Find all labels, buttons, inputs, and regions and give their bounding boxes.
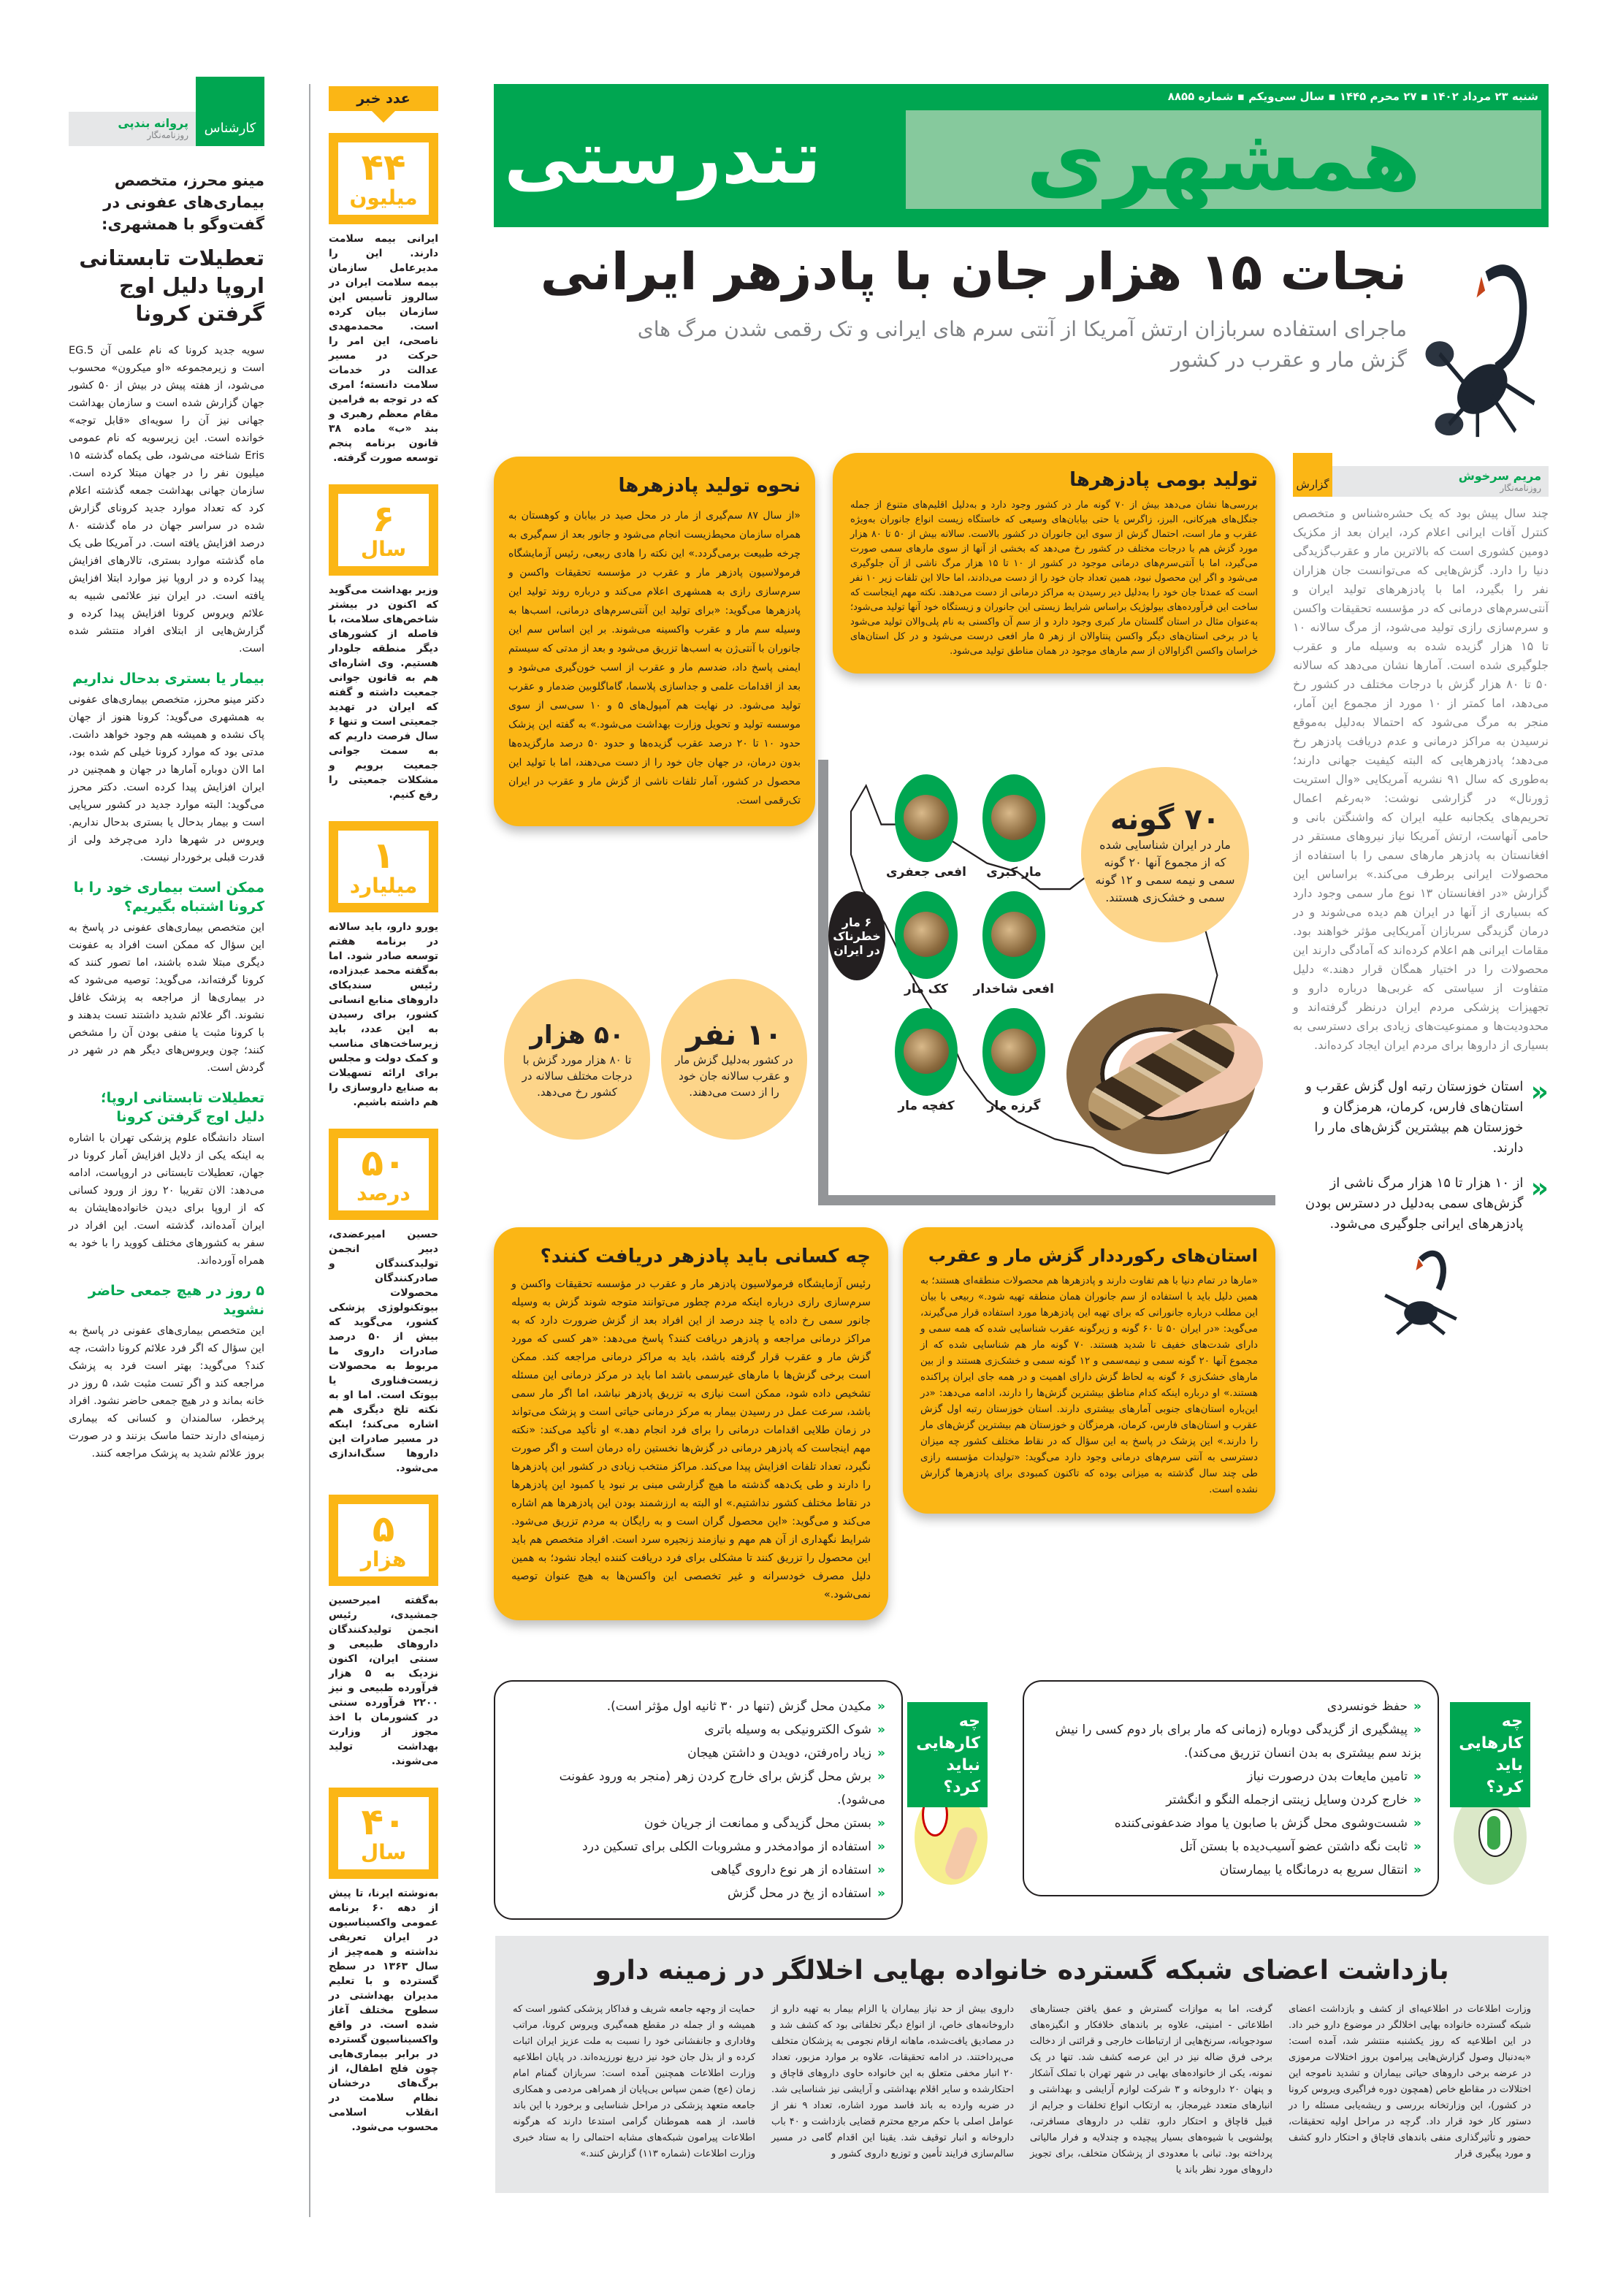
numbers-header: عدد خبر <box>329 86 438 111</box>
expert-paragraph: این متخصص بیماری‌های عفونی در پاسخ به این سؤال که ممکن است افراد به عفونت دیگری مبتلا شده باشند، اما تصور کنند که کرونا گرفته‌اند، می‌گوید: توصیه می‌شود که در بیماری‌ها از مراجعه به پزشک غافل نشوند. اگر علائم شدید داشتند تست بدهند و با کرونا مثبت یا منفی بودن آن را مشخص کنند؛ چون ویروس‌های دیگر هم در شهر در گردش است. <box>69 922 264 1074</box>
who-should-receive-box <box>494 1227 888 1620</box>
number-unit: میلیارد <box>349 873 418 898</box>
box-body: رئیس آزمایشگاه فرمولاسیون پادزهر مار و عقرب در مؤسسه تحقیقات واکسن و سرم‌سازی رازی درباره اینکه مردم چطور می‌توانند متوجه شوند گزش به وسیله جانور سمی رخ داده یا چند درصد از این افراد بعد از گزش ضرورت دارد که به مراکز درمانی مراجعه و پادزهر دریافت کنند؟ پاسخ می‌دهد: «هر کسی که مورد گزش مار و عقرب قرار گرفته باشد، باید به مراکز درمانی مراجعه کند. ممکن است برخی گزش‌ها با مارهای غیرسمی باشد اما باید در مرکز درمانی این مسئله تشخیص داده شود، ممکن است نیازی به تزریق پادزهر نباشد، اما اگر مار سمی باشد، سرعت عمل در رسیدن بیمار به مرکز درمانی حیاتی است و پزشک می‌تواند در زمان طلایی اقدامات درمانی را برای فرد انجام دهد.» او تأکید می‌کند: «نکته مهم اینجاست که پادزهر درمانی در گزش‌ها نخستین راه درمان است و اگر صورت نگیرد، تعداد تلفات افزایش پیدا می‌کند. مراکز منتخب زیادی در کشور این پادزهرها را دارند و طی یک‌دهه گذشته ما هیچ گزارشی مبنی بر نبود یا کمبود این پادزهرها در نقاط مختلف کشور نداشتیم.» او البته به ارزشمند بودن این پادزهرها هم اشاره می‌کند و می‌گوید: «این محصول گران است و به رایگان به مردم تزریق می‌شود. شرایط نگهداری از آن هم مهم و نیازمند زنجیره سرد است. افراد متخصص هم باید این محصول را تزریق کنند تا مشکلی برای فرد دریافت کننده ایجاد نشود؛ به همین دلیل مصرف خودسرانه و غیر تخصصی این واکسن‌ها به هیچ عنوان توصیه نمی‌شود.» <box>511 1278 871 1601</box>
expert-byline <box>69 77 264 146</box>
dont-do-tag: چه کارهایی نباید کرد؟ <box>907 1702 988 1807</box>
report-author: مریم سرخوش <box>1458 469 1541 483</box>
column-divider <box>309 84 310 2217</box>
snake-photo-cobra <box>982 774 1045 862</box>
stat-value: ۷۰ گونه <box>1110 803 1221 836</box>
number-text: حسین امیرعضدی، دبیر انجمن تولیدکنندگان و صادرکنندگان محصولات بیوتکنولوژی پزشکی کشور، می‌گوید که بیش از ۵۰ درصد صادرات داروی ما مربوط به محصولات زیست‌فناوری یا بیوتک است. اما او به نکته تلخ دیگری هم اشاره می‌کند؛ اینکه در مسیر صادرات این داروها سنگ‌اندازی می‌شود. <box>329 1229 439 1474</box>
snake-label: مار کبری <box>986 865 1042 880</box>
number-value: ۴۰ <box>361 1800 406 1843</box>
list-item: «شوک الکترونیکی به وسیله باتری <box>704 1723 885 1737</box>
list-item: «برش محل گزش برای خارج کردن زهر (منجر به ورود عفونت می‌شود). <box>559 1769 885 1807</box>
stat-text: مار در ایران شناسایی شده که از مجموع آنها ۲۰ گونه سمی و نیمه سمی و ۱۲ گونه سمی و خشک‌زی هستند. <box>1095 838 1235 904</box>
number-box <box>329 1495 438 1586</box>
stat-value: ۱۰ نفر <box>686 1018 782 1052</box>
report-label: گزارش <box>1293 453 1332 497</box>
bottom-column: داروی بیش از حد نیاز بیماران یا الزام بیمار به تهیه دارو از داروخانه‌های خاص، از انواع دیگر تخلفاتی بود که کشف شد و در مصادیق یافت‌شده، ماهانه ارقام نجومی به پزشکان متخلف می‌پرداختند. در ادامه تحقیقات، علاوه بر موارد مزبور، تعداد ۲۰ انبار مخفی متعلق به این خانواده حاوی داروهای قاچاق و احتکارشده و سایر اقلام بهداشتی و آرایشی نیز شناسایی شد. در ضربه وارده به باند فاسد مورد اشاره، تعداد ۹ نفر از عوامل اصلی با حکم مرجع محترم قضایی بازداشت و ۴۰ باب داروخانه و انبار توقیف شد. یقینا این اقدام گامی در مسیر سالم‌سازی فرایند تأمین و توزیع داروی کشور و <box>771 2004 1014 2159</box>
box-body: بررسی‌ها نشان می‌دهد بیش از ۷۰ گونه مار در کشور وجود دارد و به‌دلیل اقلیم‌های متنوع از جمله جنگل‌های هیرکانی، البرز، زاگرس یا حتی بیابان‌های وسیعی که خاستگاه زیست انواع جانوران به‌ویژه عقرب و مار است، احتمال گزش از سوی این جانوران در کشور بالاست. سالانه بیش از ۵۰ تا ۸۰ هزار مورد گزش هم با درجات مختلف در کشور رخ می‌دهد که بخشی از آنها از سوی مارهای سمی صورت می‌گیرد، اما با آنتی‌سرم‌های درمانی موجود در کشور از ۱۰ تا ۱۵ هزار مرگ ناشی از آن جلوگیری می‌شود و اگر این محصول نبود، همین تعداد جان خود را از دست می‌دادند، اما حالا این تلفات زیر ۱۰ نفر است که عمدتا جان خود را به‌دلیل دیر رسیدن به مراکز درمانی از دست می‌دهند. نکته مهم اینجاست که ساخت این فرآورده‌های بیولوژیک براساس شرایط زیستی این جانوران و زیستگاه خود آنها تولید می‌شود؛ به‌عنوان مثال در استان گلستان مار کبری وجود دارد و از سم آن واکسنی به نام پلی‌والان تولید می‌شود یا در برخی استان‌های دیگر واکسن پنتاوالان از زهر ۵ مار افعی درست می‌شود و در کل استان‌های خراسان واکسن اگزاوالان از سم مارهای موجود در همان مناطق تولید می‌شود. <box>850 500 1259 657</box>
snake-photo-horned <box>982 891 1045 979</box>
list-item: «تامین مایعات بدن درصورت نیاز <box>1247 1769 1421 1784</box>
report-author-box <box>1332 466 1549 497</box>
list-item: «ثابت نگه داشتن عضو آسیب‌دیده با بستن آتل <box>1180 1839 1421 1854</box>
number-box <box>329 133 438 224</box>
box-title: نحوه تولید پادزهرها <box>618 475 801 497</box>
highlight-item <box>1293 1077 1549 1159</box>
number-box <box>329 484 438 576</box>
snake-label: کفچه مار <box>898 1099 955 1113</box>
scorpion-image <box>1421 248 1549 438</box>
snake-photo-jafari <box>895 774 958 862</box>
numbers-column <box>329 86 438 2135</box>
expert-paragraph: دکتر مینو محرز، متخصص بیماری‌های عفونی به همشهری می‌گوید: کرونا هنوز از جهان پاک نشده و همیشه هم وجود خواهد داشت. مدتی بود که موارد کرونا خیلی کم شده بود، اما الان دوباره آمارها در جهان و همچنین در ایران افزایش پیدا کرده است. دکتر محرز می‌گوید: البته موارد جدید در کشور سرپایی است و بیمار بدحال یا بستری بدحال نداریم. ویروس در شهرها دارد می‌چرخد ولی از قدرت قبلی برخوردار نیست. <box>69 694 264 863</box>
number-text: وزیر بهداشت می‌گوید که اکنون در بیشتر شاخص‌های سلامت، با فاصله از کشورهای دیگر منطقه جلودار هستیم. وی اشاره‌ای هم به قانون جوانی جمعیت داشته و گفته که ایران در تهدید جمعیتی است و تنها ۶ سال فرصت داریم که به سمت جوانی جمعیت برویم و مشکلات جمعیتی را رفع کنیم. <box>329 584 438 801</box>
list-item: «شست‌وشوی محل گزش با صابون یا مواد ضدعفونی‌کننده <box>1114 1816 1421 1831</box>
snake-label: افعی شاخدار <box>973 982 1054 996</box>
box-title: چه کسانی باید پادزهر دریافت کنند؟ <box>540 1246 871 1267</box>
box-body: «مارها در تمام دنیا با هم تفاوت دارند و پادزهرها هم محصولات منطقه‌ای هستند؛ به همین دلیل باید با استفاده از سم جانوران همان منطقه تهیه شود.» ربیعی با بیان این مطلب درباره جانورانی که برای تهیه این پادزهرها مورد استفاده قرار می‌گیرند، می‌گوید: «در ایران ۵۰ تا ۶۰ گونه و زیرگونه عقرب شناسایی شده که همه سمی و دارای شدت‌های خفیف تا شدید هستند. ۷۰ گونه مار هم شناسایی شده که از مجموع آنها ۲۰ گونه سمی و نیمه‌سمی و ۱۲ گونه سمی و خشک‌زی هستند و از بین مارهای خشک‌زی ۶ گونه به لحاظ گزش دارای اهمیت و در همه جای ایران پراکنده هستند.» او درباره اینکه کدام مناطق بیشترین گزش‌ها را دارند، ادامه می‌دهد: «در این‌باره استان‌های جنوبی آمارهای بیشتری دارند. استان خوزستان رتبه اول گزش عقرب و استان‌های فارس، کرمان، هرمزگان و خوزستان هم بیشترین گزش‌های مار را دارند.» این پزشک در پاسخ به این سؤال که در نقاط مختلف کشور چه میزان دسترسی به آنتی سرم‌های درمانی وجود دارد می‌گوید: «تولیدات مؤسسه رازی طی چند سال گذشته به میزانی بوده که تاکنون کمبودی برای پادزهرها گزارش نشده است. <box>920 1275 1259 1495</box>
stat-50-thousand <box>504 979 650 1140</box>
expert-paragraph: سویه جدید کرونا که نام علمی آن EG.5 است و زیرمجموعه «او میکرون» محسوب می‌شود، از هفته پیش در بیش از ۵۰ کشور جهان گزارش شده است و سازمان بهداشت جهانی نیز آن را سویه‌ای «قابل توجه» خوانده است. این زیرسویه که نام عمومی Eris شناخته می‌شود، طی یکماه گذشته ۱۵ میلیون نفر را در جهان مبتلا کرده است. سازمان جهانی بهداشت جمعه گذشته اعلام کرد که تعداد موارد جدید کرونای گزارش شده در سراسر جهان در ماه گذشته ۸۰ درصد افزایش یافته است. در آمریکا طی یک ماه گذشته موارد بستری، تالارهای افزایش پیدا کرده و در اروپا نیز موارد ابتلا افزایش یافته است. در ایران نیز علائمی شبیه به علائم ویروس کرونا افزایش پیدا کرده و گزارش‌هایی از ابتلای افراد منتشر شده است. <box>69 345 264 655</box>
number-box <box>329 1788 438 1879</box>
do-list <box>1040 1695 1421 1882</box>
bottom-columns <box>513 2002 1531 2178</box>
snake-label: افعی جعفری <box>886 865 966 880</box>
highlight-text: استان خوزستان رتبه اول گزش عقرب و استان‌های فارس، کرمان، هرمزگان و خوزستان هم بیشترین گزش‌های مار را دارند. <box>1305 1079 1524 1156</box>
map-center-label: ۶ مار خطرناک در ایران <box>833 915 881 957</box>
expert-subhead: ممکن است بیماری خود را با کرونا اشتباه بگیریم؟ <box>73 880 264 915</box>
number-text: ایرانی بیمه سلامت دارند. این را مدیرعامل سازمان بیمه سلامت ایران در سالروز تأسیس این سازمان بیان کرده است. محمدمهدی ناصحی، این امر را حرکت در مسیر عدالت در خدمات سلامت دانسته؛ امری که در توجه به فرامین مقام معظم رهبری و بند «ب» ماده ۳۸ قانون برنامه پنجم توسعه صورت گرفته. <box>329 233 438 464</box>
report-body: چند سال پیش بود که یک حشره‌شناس و متخصص کنترل آفات ایرانی اعلام کرد، ایران بعد از مکزیک دومین کشوری است که بالاترین مار و عقرب‌گزیدگی دنیا را دارد. گزش‌هایی که می‌توانست جان هزاران نفر را بگیرد، اما با پادزهرهای تولید ایران و آنتی‌سرم‌های درمانی که در مؤسسه تحقیقات واکسن و سرم‌سازی رازی تولید می‌شود، از مرگ سالانه ۱۰ تا ۱۵ هزار گزیده شده به وسیله مار و عقرب جلوگیری شده است. آمارها نشان می‌دهد که سالانه ۵۰ تا ۸۰ هزار گزش با درجات مختلف در کشور رخ می‌دهد، اما کمتر از ۱۰ مورد از مجموع این آمار، منجر به مرگ می‌شود که احتمالا به‌دلیل به‌موقع نرسیدن به مراکز درمانی و عدم دریافت پادزهر رخ می‌دهد؛ پادزهرهایی که البته کیفیت جهانی دارند؛ به‌طوری که سال ۹۱ نشریه آمریکایی «وال استریت ژورنال» در گزارشی نوشت: «به‌رغم اعمال تحریم‌های یکجانبه علیه ایران که واشنگتن بانی و حامی آنهاست، ارتش آمریکا نیاز نیروهای مستقر در افغانستان به پادزهر مارهای سمی را با استفاده از محصولات ایرانی برطرف می‌کند.» براساس این گزارش «در افغانستان ۱۳ نوع مار سمی وجود دارد که بسیاری از آنها در ایران هم دیده می‌شوند و در درمان گزیدگی سربازان آمریکایی مؤثر خواهند بود. مقامات ایرانی هم اعلام کرده‌اند که آمادگی دارند این محصولات را در اختیار همگان قرار دهند.» دلیل متفاوت از سیاستی که غربی‌ها درباره دارو و تجهیزات پزشکی مردم ایران درنظر گرفته‌اند و محدودیت‌ها و ممنوعیت‌های زیادی برای دسترسی به بسیاری از داروها برای مردم ایران ایجاد کرده‌اند. <box>1293 506 1549 1052</box>
number-text: یورو دارو، باید سالانه در برنامه هفتم توسعه صادر شود. اما به‌گفته محمد عبدزاده، رئیس سندیکای داروهای منابع انسانی کشور، برای رسیدن به این عدد، باید زیرساخت‌های مناسب و کمک دولت و مجلس برای ارائه تسهیلات به صنایع داروسازی را هم داشته باشیم. <box>329 921 438 1108</box>
snake-label: کک مار <box>904 982 948 996</box>
expert-label: کارشناس <box>196 77 264 146</box>
bottom-column: گرفت، اما به موازات گسترش و عمق یافتن جستارهای اطلاعاتی - امنیتی، علاوه بر باندهای خلافکار و انگیزه‌های سودجویانه، سرنخ‌هایی از ارتباطات خارجی و قرائنی از دخالت برخی فرق ضاله نیز در این عرصه کشف شد. تنها در یک نمونه، یکی از خانواده‌های بهایی در شهر تهران با تملک آشکار و پنهان ۲۰ داروخانه و ۳ شرکت لوازم آرایشی و بهداشتی و انبارهای متعدد غیرمجاز، به ارتکاب انواع تخلفات و جرایم از قبیل قاچاق و احتکار دارو، تقلب در داروهای مسافرتی، پولشویی با شیوه‌های بسیار پیچیده و چندلایه و فرار مالیاتی پرداخته بود. تبانی با معدودی از پزشکان متخلف، برای تجویز داروهای مورد نظر باند یا <box>1030 2004 1273 2175</box>
expert-paragraph: این متخصص بیماری‌های عفونی در پاسخ به این سؤال که اگر فرد علائم کرونا داشت، چه کند؟ می‌گوید: بهتر است فرد به پزشک مراجعه کند و اگر تست مثبت شد، ۵ روز در خانه بماند و در هیچ جمعی حاضر نشود. افراد پرخطر، سالمندان و کسانی که بیماری زمینه‌ای دارند حتما ماسک بزنند و در صورت بروز علائم شدید به پزشک مراجعه کنند. <box>69 1325 264 1460</box>
map-center-badge <box>828 891 885 980</box>
lead-subtitle: ماجرای استفاده سربازان ارتش آمریکا از آنتی سرم های ایرانی و تک رقمی شدن مرگ های گزش مار و عقرب در کشور <box>637 317 1407 372</box>
snake-label: گرزه مار <box>987 1099 1041 1113</box>
box-title: استان‌های رکورددار گزش مار و عقرب <box>928 1246 1258 1266</box>
expert-author-box <box>69 112 196 146</box>
section-title: تندرستی <box>504 115 822 200</box>
number-text: به‌نوشته ایرنا، تا پیش از دهه ۶۰ برنامه عمومی واکسیناسیون در ایران تعریفی نداشته و همه‌چیز از سال ۱۳۶۳ در سطح گسترده و با تعلیم مدیران بهداشتی در سطوح مختلف آغاز شده است. در واقع واکسیناسیون گسترده در برابر بیماری‌هایی چون فلج اطفال، از برگ‌های درخشان نظام سلامت در انقلاب اسلامی محسوب می‌شود. <box>329 1888 438 2133</box>
list-item: «پیشگیری از گزیدگی دوباره (زمانی که مار برای بار دوم کسی را نیش بزند سم بیشتری به بدن انسان تزریق می‌کند). <box>1055 1723 1421 1761</box>
number-value: ۵۰ <box>361 1141 406 1184</box>
number-box <box>329 1129 438 1220</box>
number-unit: هزار <box>360 1546 407 1571</box>
number-unit: درصد <box>356 1181 411 1205</box>
number-value: ۱ <box>372 834 395 877</box>
expert-column <box>69 77 264 1462</box>
stat-value: ۵۰ هزار <box>530 1021 625 1050</box>
bottom-column: وزارت اطلاعات در اطلاعیه‌ای از کشف و بازداشت اعضای شبکه گسترده خانواده بهایی اخلالگر در موضوع دارو خبر داد. در این اطلاعیه که روز یکشنبه منتشر شد، آمده است: «به‌دنبال وصول گزارش‌هایی پیرامون بروز اختلالات مرموزی در عرضه برخی داروهای حیاتی بیماران و تشدید ناموجه این اختلالات در مقاطع خاص (همچون دوره فراگیری ویروس کرونا در کشور)، این وزارتخانه بررسی و ریشه‌یابی مسئله را در دستور کار خود قرار داد. گرچه در مراحل اولیه تحقیقات، حضور و تأثیرگذاری منفی باندهای قاچاق و احتکار دارو کشف و مورد پیگیری قرار <box>1289 2004 1531 2159</box>
expert-role: روزنامه‌نگار <box>147 130 188 140</box>
stat-70-species <box>1081 767 1249 942</box>
masthead-logo: همشهری <box>906 110 1541 209</box>
do-list-box <box>1023 1680 1439 1896</box>
bottom-headline: بازداشت اعضای شبکه گسترده خانواده بهایی اخلالگر در زمینه دارو <box>595 1956 1449 1986</box>
number-box <box>329 821 438 912</box>
numbers-header-arrow <box>372 111 395 123</box>
snake-photo-kak <box>895 891 958 979</box>
expert-paragraph: استاد دانشگاه علوم پزشکی تهران با اشاره به اینکه یکی از دلایل افزایش آمار کرونا در جهان، تعطیلات تابستانی در اروپاست، ادامه می‌دهد: الان تقریبا ۲۰ روز از ورود کسانی که از اروپا برای دیدن خانواده‌هایشان به ایران آمده‌اند، گذشته است. این افراد در سفر به کشورهای مختلف کووید را با خود به همراه آورده‌اند. <box>69 1132 264 1267</box>
list-item: «بستن محل گزیدگی و ممانعت از جریان خون <box>644 1816 885 1831</box>
number-text: به‌گفته امیرحسین جمشیدی، رئیس انجمن تولیدکنندگان داروهای طبیعی و سنتی ایران، اکنون نزدیک به ۵ هزار فرآورده طبیعی و نیز ۲۲۰۰ فرآورده سنتی در کشورمان با اخذ مجوز از وزارت بهداشت تولید می‌شوند. <box>329 1595 438 1767</box>
box-body: «از سال ۸۷ سم‌گیری از مار در محل صید در بیابان و کوهستان به همراه سازمان محیط‌زیست انجام می‌شود و جانور بعد از سم‌گیری به چرخه طبیعت برمی‌گردد.» این نکته را هادی ربیعی، رئیس آزمایشگاه فرمولاسیون پادزهر مار و عقرب در مؤسسه تحقیقات واکسن و سرم‌سازی رازی به همشهری اعلام می‌کند و درباره روند تولید این پادزهرها می‌گوید: «برای تولید این آنتی‌سرم‌های درمانی، اسب‌ها به وسیله سم مار و عقرب واکسینه می‌شوند. بر این اساس سم این جانوران با آنتی‌ژن به اسب‌ها تزریق می‌شود و بعد از مدتی که سیستم ایمنی پاسخ داد، ضدسم مار و عقرب از اسب خون‌گیری می‌شود و بعد از اقدامات علمی و جداسازی پلاسما، گاماگلوبین ضدمار و عقرب تولید می‌شود. در نهایت هم آمپول‌های ۵ و ۱۰ سی‌سی از سوی موسسه تولید و تحویل وزارت بهداشت می‌شود.» به گفته این پزشک حدود ۱۰ تا ۲۰ درصد عقرب گزیده‌ها و حدود ۵۰ درصد مارگزیده‌ها بدون درمان، در جهان جان خود را از دست می‌دهند، اما با تولید این محصول در کشور، آمار تلفات ناشی از گزش مار و عقرب در ایران تک‌رقمی است. <box>508 510 801 806</box>
snake-in-hand-photo <box>1052 950 1271 1198</box>
number-value: ۵ <box>372 1507 395 1550</box>
do-tag: چه کارهایی باید کرد؟ <box>1450 1702 1530 1807</box>
number-unit: سال <box>360 536 407 561</box>
snake-photo-kafche <box>895 1008 958 1096</box>
production-method-box <box>494 457 815 826</box>
list-item: «مکیدن محل گزش (تنها در ۳۰ ثانیه اول مؤثر است). <box>606 1699 885 1714</box>
expert-subhead: بیمار یا بستری بدحال نداریم <box>72 671 264 687</box>
masthead <box>494 84 1549 227</box>
report-byline <box>1293 453 1549 497</box>
report-role: روزنامه‌نگار <box>1500 483 1541 493</box>
expert-author: پروانه بندپی <box>118 116 188 130</box>
list-item: «انتقال سریع به درمانگاه یا بیمارستان <box>1219 1863 1421 1877</box>
number-value: ۴۴ <box>361 145 406 188</box>
lead-block <box>494 235 1407 375</box>
highlight-item <box>1293 1173 1549 1235</box>
snake-photo-gorzeh <box>982 1008 1045 1096</box>
number-unit: سال <box>360 1839 407 1864</box>
number-value: ۶ <box>372 497 395 540</box>
list-item: «استفاده از هر نوع داروی گیاهی <box>711 1863 885 1877</box>
list-item: «زیاد راه‌رفتن، دویدن و داشتن هیجان <box>687 1746 885 1761</box>
list-item: «استفاده از یخ در محل گزش <box>728 1886 885 1901</box>
dateline: شنبه ۲۳ مرداد ۱۴۰۲ ▪ ۲۷ محرم ۱۴۴۵ ▪ سال سی‌ویکم ▪ شماره ۸۸۵۵ <box>1167 90 1538 103</box>
chevron-icon: « <box>1530 1075 1549 1107</box>
scorpion-small-image <box>1373 1242 1468 1337</box>
native-production-box <box>833 453 1275 674</box>
expert-kicker: مینو محرز، متخصص بیماری‌های عفونی در گفت‌وگو با همشهری: <box>102 172 264 233</box>
list-item: «استفاده از موادمخدر و مشروبات الکلی برای تسکین درد <box>582 1839 885 1854</box>
dont-do-list-box <box>494 1680 903 1920</box>
highlight-text: از ۱۰ هزار تا ۱۵ هزار مرگ ناشی از گزش‌های سمی به‌دلیل در دسترس بودن پادزهرهای ایرانی جلوگیری می‌شود. <box>1305 1175 1524 1232</box>
bottom-news-panel <box>495 1936 1549 2193</box>
dont-do-list <box>511 1695 885 1905</box>
list-item: «خارج کردن وسایل زینتی ازجمله النگو و انگشتر <box>1166 1793 1421 1807</box>
bottom-column: حمایت از وجهه جامعه شریف و فداکار پزشکی کشور است که همیشه و از جمله در مقطع همه‌گیری ویروس کرونا، مراتب وفاداری و جانفشانی خود را نسبت به ملت عزیز ایران اثبات کرده و از بذل جان خود نیز دریغ نورزیده‌اند. در پایان اطلاعیه وزارت اطلاعات همچنین آمده است: سربازان گمنام امام زمان (عج) ضمن سپاس بی‌پایان از همراهی مردمی و همکاری جامعه متعهد پزشکی در مراحل شناسایی و برخورد با این باند فاسد، از همه هموطنان گرامی استدعا دارند که هرگونه اطلاعات پیرامون شبکه‌های مشابه احتمالی را به ستاد خبری وزارت اطلاعات (شماره ۱۱۳) گزارش کنند.» <box>513 2004 755 2159</box>
stat-text: تا ۸۰ هزار مورد گزش با درجات مختلف سالانه در کشور رخ می‌دهد. <box>522 1053 633 1099</box>
record-provinces-box <box>903 1227 1275 1514</box>
number-unit: میلیون <box>349 185 418 210</box>
report-column <box>1293 453 1549 1337</box>
expert-headline: تعطیلات تابستانی اروپا دلیل اوج گرفتن کرونا <box>79 245 264 326</box>
list-item: «حفظ خونسردی <box>1327 1699 1421 1714</box>
expert-subhead: ۵ روز در هیچ جمعی حاضر نشوید <box>88 1283 264 1318</box>
box-title: تولید بومی پادزهرها <box>1069 469 1258 491</box>
stat-10-people <box>661 979 807 1140</box>
lead-headline: نجات ۱۵ هزار جان با پادزهر ایرانی <box>540 242 1407 302</box>
expert-subhead: تعطیلات تابستانی اروپا؛ دلیل اوج گرفتن کرونا <box>101 1090 264 1125</box>
stat-text: در کشور به‌دلیل گزش مار و عقرب سالانه جان خود را از دست می‌دهند. <box>675 1053 793 1099</box>
chevron-icon: « <box>1530 1172 1549 1204</box>
